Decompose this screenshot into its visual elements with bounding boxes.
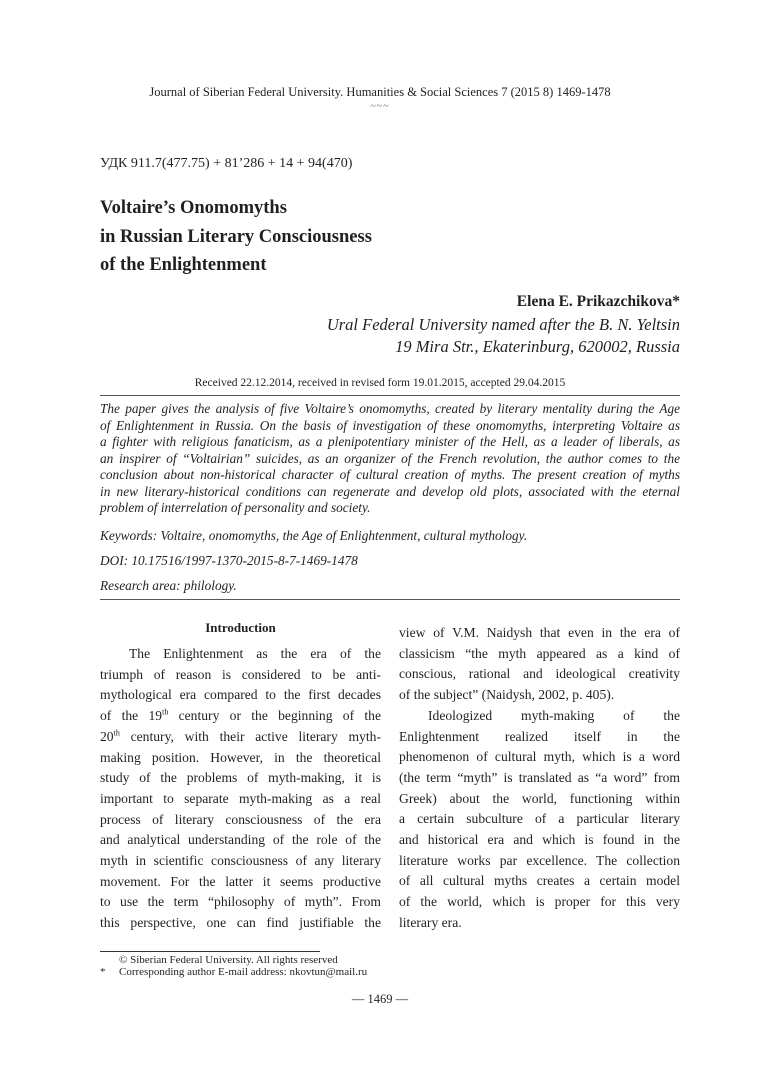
abstract-line: an inspirer of “Voltairian” suicides, as an organizer of the French revolution, the author comes to the <box>100 450 680 466</box>
abstract-line: in new literary-historical conditions can regenerate and develop old plots, associated with the eternal <box>100 483 680 499</box>
body-line: Greek) about the world, functioning within <box>399 790 680 806</box>
body-line: view of V.M. Naidysh that even in the era of <box>399 625 680 640</box>
footnote-rule <box>100 951 320 952</box>
doi: DOI: 10.17516/1997-1370-2015-8-7-1469-1478 <box>100 553 358 568</box>
body-line: of all cultural myths creates a certain model <box>399 873 680 889</box>
abstract-line: problem of interrelation of personality and society. <box>100 500 371 515</box>
body-line: to use the term “philosophy of myth”. From <box>100 894 381 910</box>
body-line: a certain subculture of a particular literary <box>399 811 680 827</box>
body-line: The Enlightenment as the era of the <box>129 646 381 661</box>
body-line: (the term “myth” is translated as “a word” from <box>399 769 680 785</box>
body-line: movement. For the latter it seems productive <box>100 873 381 889</box>
body-line: mythological era compared to the first decades <box>100 687 381 703</box>
body-line: study of the problems of myth-making, it is <box>100 770 381 786</box>
corresponding-author-note: Corresponding author E-mail address: nkovtun@mail.ru <box>119 966 368 978</box>
abstract-bottom-rule <box>100 599 680 600</box>
body-line: of the world, which is proper for this very <box>399 894 680 910</box>
title-line: in Russian Literary Consciousness <box>100 226 372 247</box>
section-heading: Introduction <box>205 620 276 635</box>
author-affiliation <box>327 314 680 358</box>
text: century or the beginning of the <box>168 708 381 724</box>
body-line <box>100 727 381 748</box>
body-line: and historical era and which is found in the <box>399 832 680 848</box>
copyright-note: © Siberian Federal University. All rights reserved <box>119 954 338 966</box>
body-line: Ideologized myth-making of the <box>428 707 680 723</box>
footnote-marker: * <box>100 966 106 978</box>
page-number: — 1469 — <box>351 992 409 1006</box>
body-line: Enlightenment realized itself in the <box>399 728 680 744</box>
body-line <box>100 706 381 727</box>
body-line: important to separate myth-making as a real <box>100 790 381 806</box>
abstract <box>100 401 680 517</box>
author-name: Elena E. Prikazchikova* <box>516 293 680 310</box>
text: 20 <box>100 728 114 744</box>
header-separator: ~~~ <box>370 101 390 112</box>
superscript: th <box>113 728 120 738</box>
text: of the 19 <box>100 708 163 724</box>
body-line: triumph of reason is considered to be anti- <box>100 666 381 682</box>
body-line: this perspective, one can find justifiable the <box>100 915 381 931</box>
body-line: process of literary consciousness of the era <box>100 811 381 827</box>
abstract-line: a fighter with religious fanaticism, as a plenipotentiary minister of the Hell, as a leader of liberals, as <box>100 434 680 449</box>
abstract-line: The paper gives the analysis of five Voltaire’s onomomyths, created by literary mentality during the Age <box>100 401 680 416</box>
body-line: of the subject” (Naidysh, 2002, p. 405). <box>399 687 615 703</box>
title-line: Voltaire’s Onomomyths <box>100 198 287 218</box>
affiliation-line: 19 Mira Str., Ekaterinburg, 620002, Russia <box>395 337 680 356</box>
body-line: myth in scientific consciousness of any literary <box>100 853 381 869</box>
body-line: classicism “the myth appeared as a kind of <box>399 645 680 661</box>
udk-code: УДК 911.7(477.75) + 81’286 + 14 + 94(470) <box>100 156 353 171</box>
received-dates: Received 22.12.2014, received in revised form 19.01.2015, accepted 29.04.2015 <box>194 377 566 389</box>
body-line: conscious, rational and ideological creativity <box>399 666 680 682</box>
left-column <box>100 644 381 934</box>
affiliation-line: Ural Federal University named after the B. N. Yeltsin <box>326 315 680 334</box>
journal-header: Journal of Siberian Federal University. Humanities & Social Sciences 7 (2015 8) 1469-1478 <box>149 85 611 99</box>
body-line: and analytical understanding of the role of the <box>100 832 381 848</box>
title-line: of the Enlightenment <box>100 255 267 275</box>
text: century, with their active literary myth- <box>119 728 381 744</box>
keywords: Keywords: Voltaire, onomomyths, the Age of Enlightenment, cultural mythology. <box>100 528 528 543</box>
body-line: literature works par excellence. The collection <box>399 852 680 868</box>
abstract-top-rule <box>100 395 680 396</box>
superscript: th <box>162 707 169 717</box>
article-title <box>100 194 372 280</box>
abstract-line: conclusion about non-historical character of cultural creation of myths. The present creation of myths <box>100 467 680 482</box>
body-line: literary era. <box>399 914 462 930</box>
abstract-line: of Enlightenment in Russia. On the basis of investigation of these onomomyths, interpreting Voltaire as <box>100 417 680 433</box>
right-column <box>399 623 680 934</box>
research-area: Research area: philology. <box>100 578 237 593</box>
body-line: phenomenon of cultural myth, which is a word <box>399 749 680 765</box>
body-line: making position. However, in the theoretical <box>100 749 381 765</box>
